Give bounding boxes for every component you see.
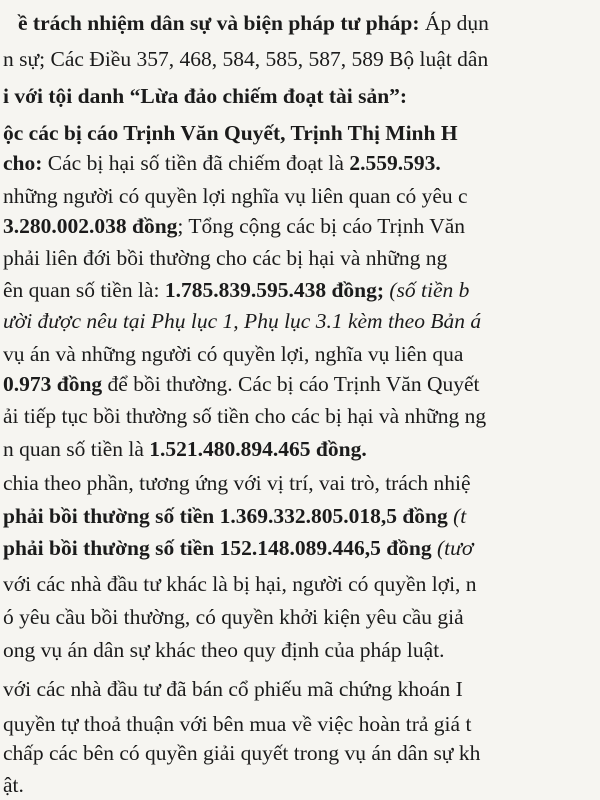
text-line: [3, 470, 471, 496]
text-segment: 1.785.839.595.438 đồng;: [164, 278, 385, 302]
text-line: [3, 83, 407, 109]
text-line: [3, 571, 477, 597]
text-segment: ề trách nhiệm dân sự và biện pháp tư pháp:: [18, 11, 420, 35]
text-segment: ên quan số tiền là:: [3, 278, 165, 302]
text-segment: với các nhà đầu tư đã bán cổ phiếu mã chứng khoán I: [3, 677, 463, 701]
text-segment: chia theo phần, tương ứng với vị trí, vai trò, trách nhiệ: [3, 471, 471, 495]
text-line: [3, 245, 447, 271]
text-segment: Các bị hại số tiền đã chiếm đoạt là: [42, 151, 350, 175]
text-line: [3, 120, 458, 146]
text-segment: phải liên đới bồi thường cho các bị hại và những ng: [3, 246, 448, 270]
text-segment: 3.280.002.038 đồng: [3, 214, 178, 238]
text-segment: Áp dụn: [419, 11, 489, 35]
text-line: [3, 341, 463, 367]
text-segment: n sự; Các Điều 357, 468, 584, 585, 587, 589 Bộ luật dân: [3, 47, 489, 71]
text-segment: để bồi thường. Các bị cáo Trịnh Văn Quyết: [102, 372, 480, 396]
text-segment: chấp các bên có quyền giải quyết trong vụ án dân sự kh: [3, 741, 481, 765]
text-segment: ; Tổng cộng các bị cáo Trịnh Văn: [177, 214, 466, 238]
text-segment: (số tiền b: [384, 278, 470, 302]
text-segment: n quan số tiền là: [3, 437, 150, 461]
text-line: [3, 676, 463, 702]
text-segment: ong vụ án dân sự khác theo quy định của pháp luật.: [3, 638, 445, 662]
text-line: [3, 403, 486, 429]
text-segment: quyền tự thoả thuận với bên mua về việc hoàn trả giá t: [3, 712, 472, 736]
text-line: [3, 277, 469, 303]
text-segment: 0.973 đồng: [3, 372, 103, 396]
text-segment: ộc các bị cáo Trịnh Văn Quyết, Trịnh Thị Minh H: [3, 121, 458, 145]
text-segment: vụ án và những người có quyền lợi, nghĩa vụ liên qua: [3, 342, 464, 366]
text-line: [3, 535, 473, 561]
text-line: [3, 150, 441, 176]
text-segment: cho:: [3, 151, 43, 175]
text-line: [3, 371, 480, 397]
text-segment: ật.: [3, 773, 24, 797]
text-segment: ải tiếp tục bồi thường số tiền cho các bị hại và những ng: [3, 404, 487, 428]
text-segment: 1.521.480.894.465 đồng.: [149, 437, 367, 461]
text-segment: phải bồi thường số tiền 1.369.332.805.018,5 đồng: [3, 504, 448, 528]
text-line: [3, 183, 468, 209]
text-segment: phải bồi thường số tiền 152.148.089.446,5 đồng: [3, 536, 432, 560]
text-segment: với các nhà đầu tư khác là bị hại, người có quyền lợi, n: [3, 572, 477, 596]
text-line: [3, 308, 481, 334]
text-segment: những người có quyền lợi nghĩa vụ liên quan có yêu c: [3, 184, 468, 208]
text-segment: (t: [447, 504, 467, 528]
text-segment: 2.559.593.: [349, 151, 441, 175]
text-line: [3, 740, 480, 766]
text-line: [3, 604, 464, 630]
text-line: [3, 711, 471, 737]
text-segment: ó yêu cầu bồi thường, có quyền khởi kiện yêu cầu giả: [3, 605, 464, 629]
text-line: [3, 772, 24, 798]
text-line: [3, 46, 488, 72]
text-segment: i với tội danh “Lừa đảo chiếm đoạt tài sản”:: [3, 84, 408, 108]
text-line: [3, 213, 465, 239]
text-segment: (tươ: [431, 536, 474, 560]
text-line: [3, 503, 466, 529]
text-line: [3, 637, 445, 663]
text-line: [18, 10, 489, 36]
text-line: [3, 436, 367, 462]
text-segment: ười được nêu tại Phụ lục 1, Phụ lục 3.1 kèm theo Bản á: [3, 309, 482, 333]
